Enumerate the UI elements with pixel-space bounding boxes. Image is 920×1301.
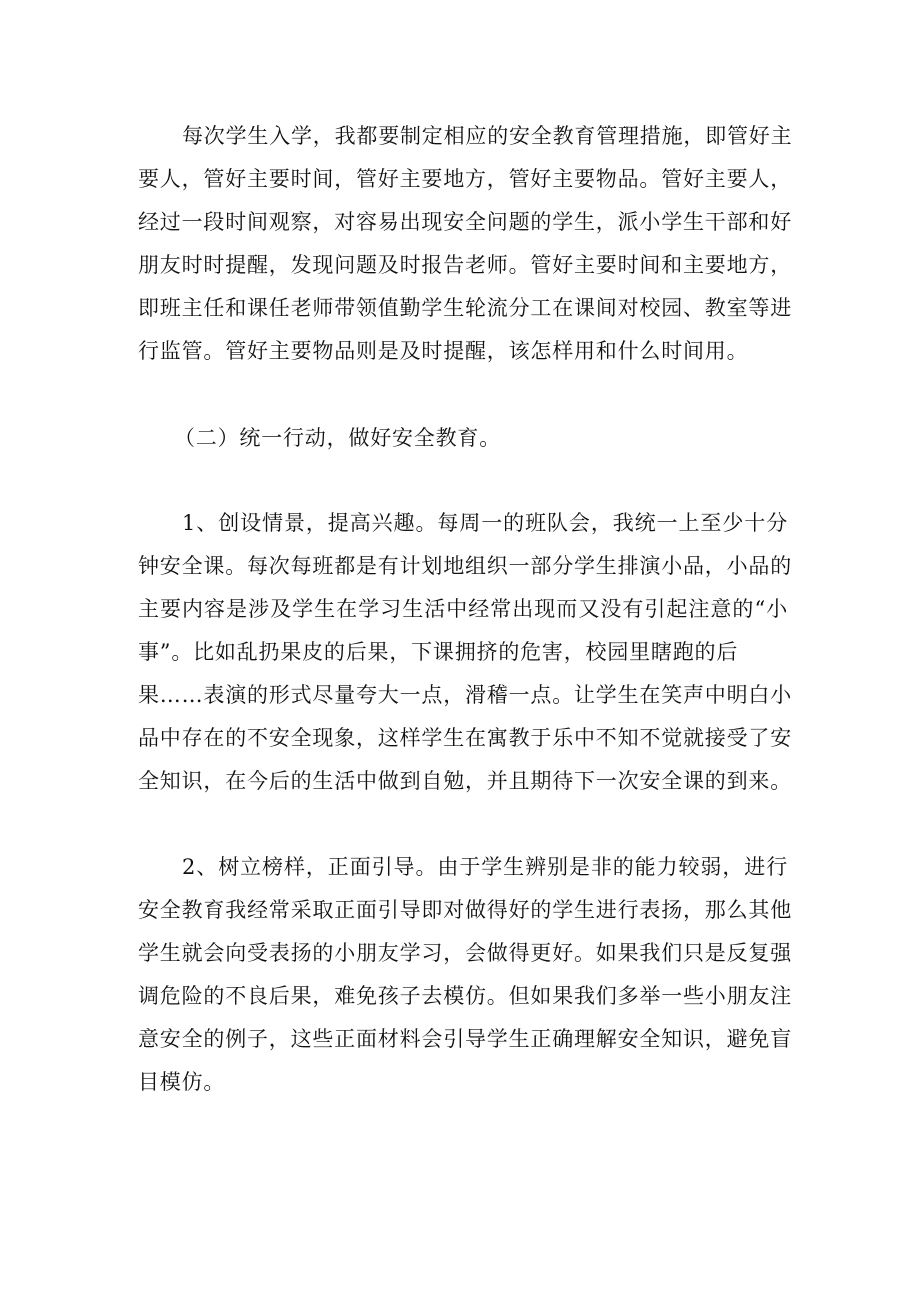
text-line: 钟安全课。每次每班都是有计划地组织一部分学生排演小品，小品的: [138, 554, 792, 578]
text-line: 主要内容是涉及学生在学习生活中经常出现而又没有引起注意的“小: [138, 597, 788, 621]
text-line: 调危险的不良后果，难免孩子去模仿。但如果我们多举一些小朋友注: [138, 984, 792, 1008]
text-line: 品中存在的不安全现象，这样学生在寓教于乐中不知不觉就接受了安: [138, 726, 792, 750]
text-line: 2、树立榜样，正面引导。由于学生辨别是非的能力较弱，进行: [182, 855, 788, 879]
text-line: 经过一段时间观察，对容易出现安全问题的学生，派小学生干部和好: [138, 210, 792, 234]
text-line: 要人，管好主要时间，管好主要地方，管好主要物品。管好主要人，: [138, 167, 792, 191]
text-line: 安全教育我经常采取正面引导即对做得好的学生进行表扬，那么其他: [138, 898, 792, 922]
text-line: 意安全的例子，这些正面材料会引导学生正确理解安全知识，避免盲: [138, 1027, 792, 1051]
text-line: 1、创设情景，提高兴趣。每周一的班队会，我统一上至少十分: [182, 511, 788, 535]
text-line: 果……表演的形式尽量夸大一点，滑稽一点。让学生在笑声中明白小: [138, 683, 792, 707]
text-line: 目模仿。: [138, 1070, 226, 1094]
text-line: 学生就会向受表扬的小朋友学习，会做得更好。如果我们只是反复强: [138, 941, 792, 965]
text-line: 即班主任和课任老师带领值勤学生轮流分工在课间对校园、教室等进: [138, 296, 792, 320]
text-line: 行监管。管好主要物品则是及时提醒，该怎样用和什么时间用。: [138, 339, 749, 363]
text-line: 事”。比如乱扔果皮的后果，下课拥挤的危害，校园里瞎跑的后: [138, 640, 739, 664]
text-line: 全知识，在今后的生活中做到自勉，并且期待下一次安全课的到来。: [138, 769, 792, 793]
text-line: 朋友时时提醒，发现问题及时报告老师。管好主要时间和主要地方，: [138, 253, 792, 277]
text-line: 每次学生入学，我都要制定相应的安全教育管理措施，即管好主: [182, 124, 793, 148]
heading-line: （二）统一行动，做好安全教育。: [174, 426, 501, 450]
